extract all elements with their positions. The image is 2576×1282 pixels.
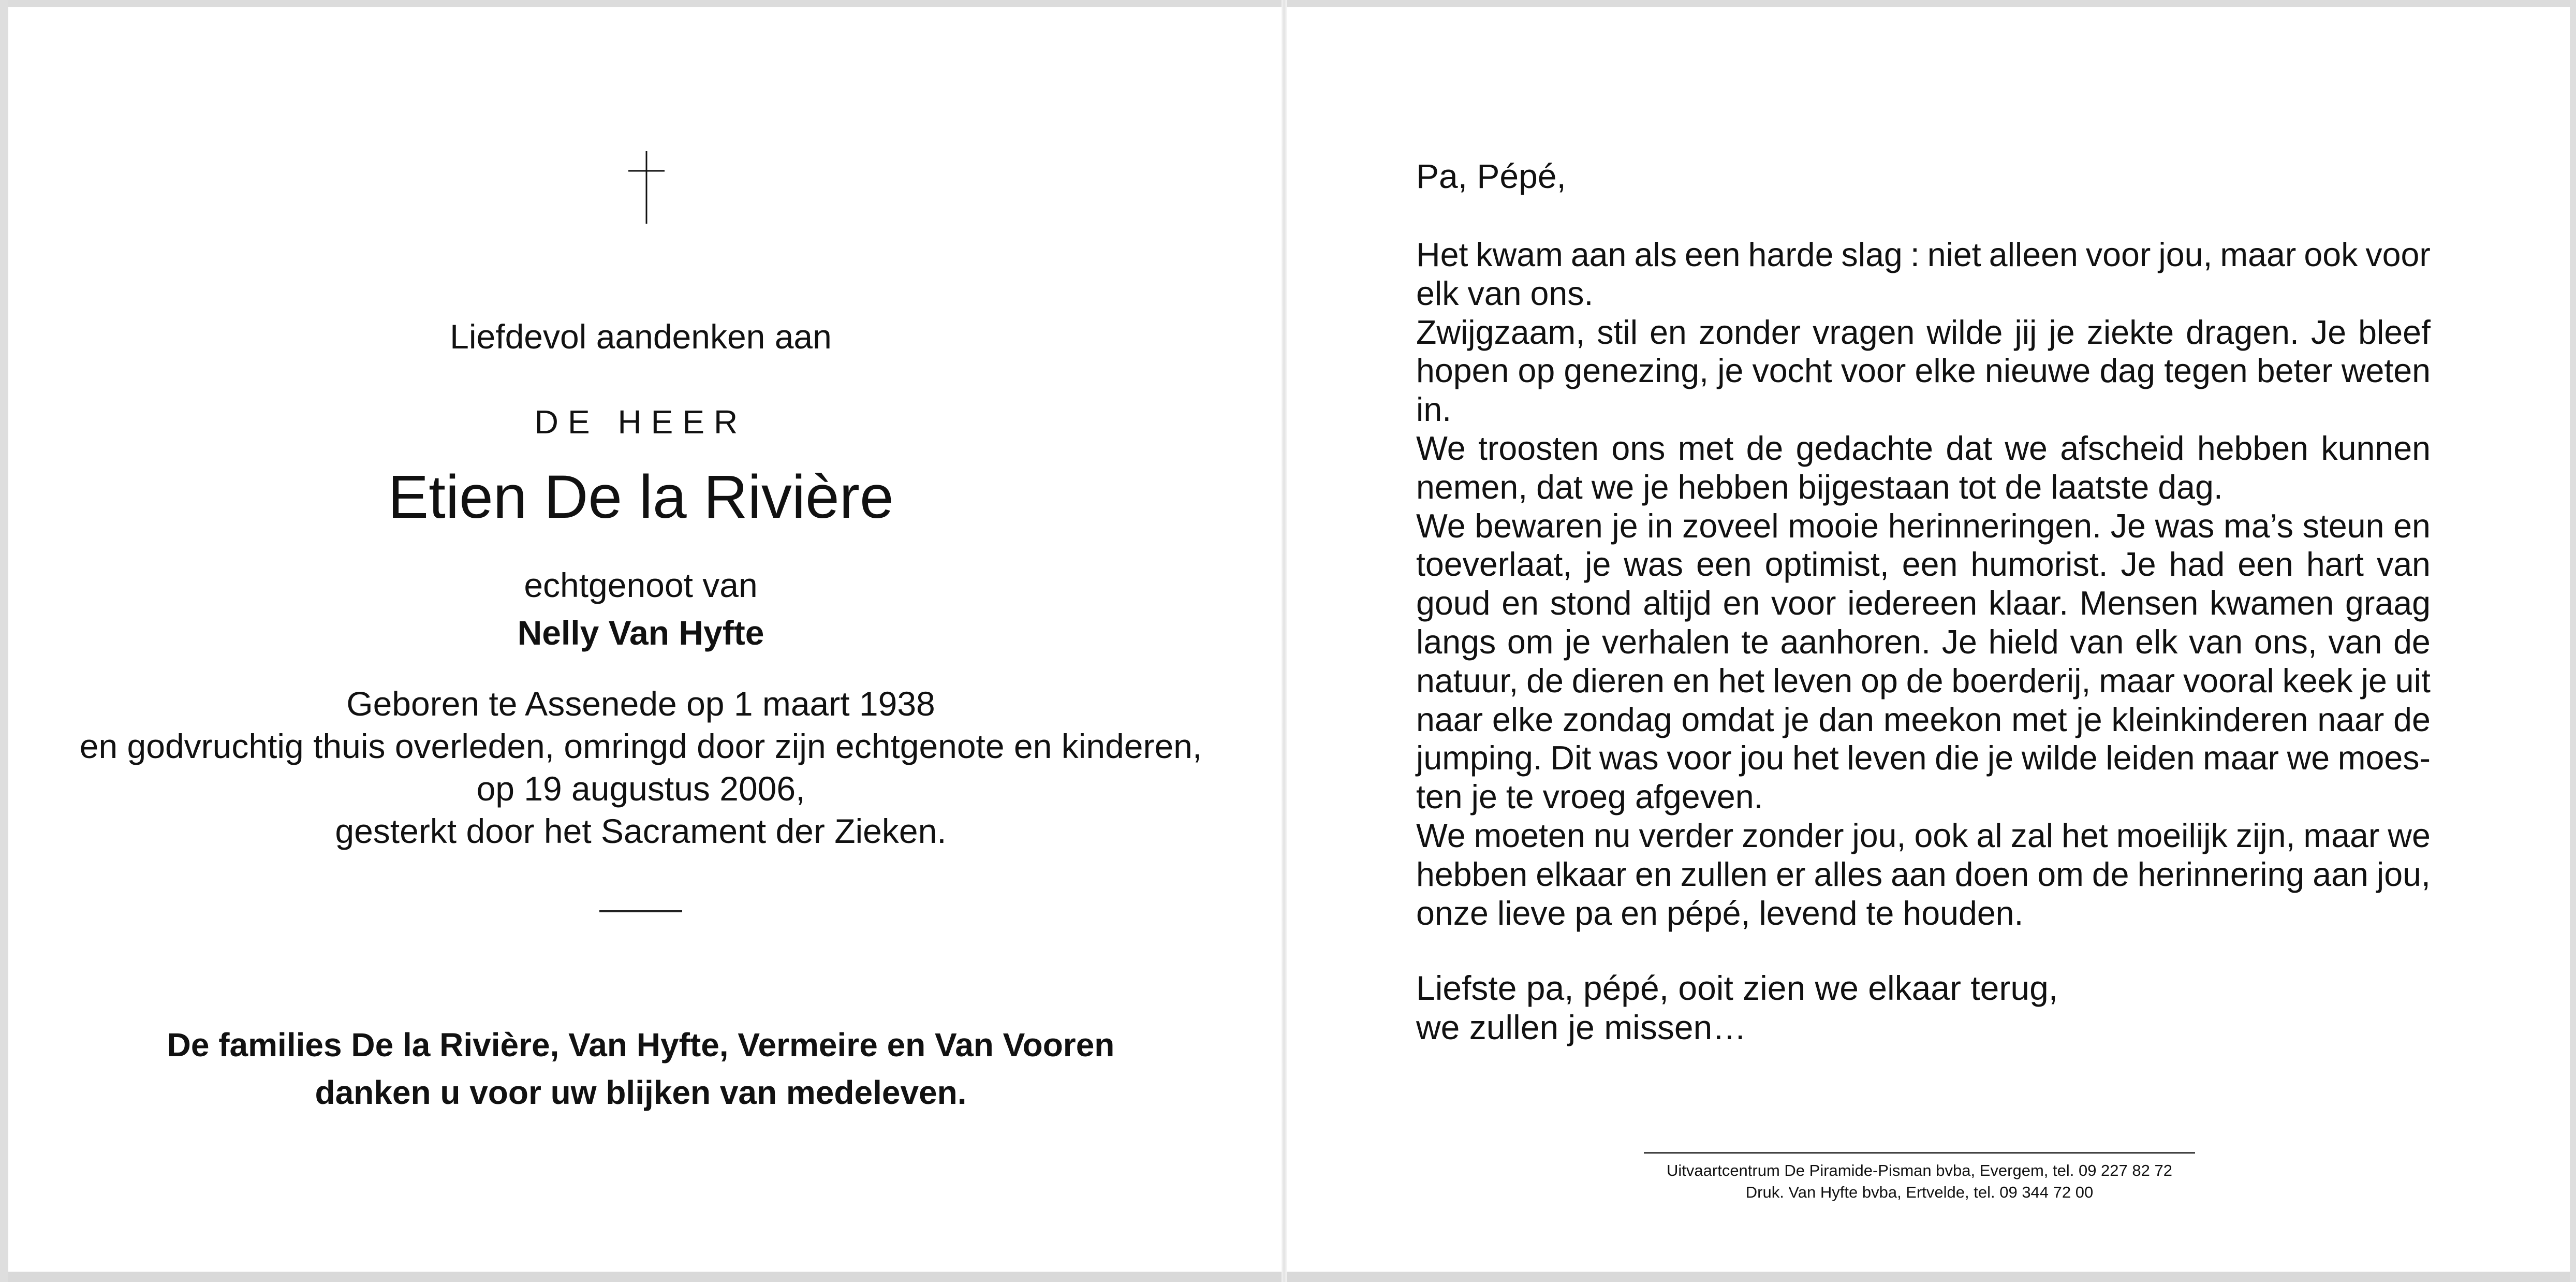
- body-word: langs: [1416, 623, 1496, 661]
- body-word: was: [1624, 546, 1684, 584]
- body-line: [1416, 623, 2431, 662]
- life-line: Geboren te Assenede op 1 maart 1938: [346, 684, 935, 723]
- body-word: met: [1677, 429, 1734, 467]
- body-word: elke: [1915, 352, 1976, 390]
- body-word: ook: [2304, 236, 2358, 273]
- life-line: op 19 augustus 2006,: [476, 769, 805, 808]
- body-word: jou,: [1852, 817, 1906, 854]
- salutation: Pa, Pépé,: [1416, 157, 1566, 195]
- body-word: de: [2393, 623, 2431, 661]
- body-word: in: [1647, 507, 1673, 545]
- body-word: elkaar: [1536, 855, 1627, 893]
- body-word: vragen: [1813, 313, 1915, 351]
- body-word: was: [1599, 739, 1659, 777]
- body-word: hart: [2306, 546, 2364, 584]
- body-word: lieve: [1497, 894, 1566, 932]
- body-word: het: [1718, 662, 1765, 700]
- closing-line: Liefste pa, pépé, ooit zien we elkaar terug,: [1416, 969, 2058, 1007]
- body-word: tegen: [2164, 352, 2248, 390]
- body-word: jumping.: [1416, 739, 1542, 777]
- body-word: zullen: [1680, 855, 1768, 893]
- spouse-label: echtgenoot van: [524, 566, 758, 604]
- body-word: pépé,: [1667, 894, 1750, 932]
- body-line: [1416, 429, 2431, 468]
- body-word: levend: [1759, 894, 1858, 932]
- body-word: je: [1471, 778, 1497, 816]
- body-word: toeverlaat,: [1416, 546, 1572, 584]
- body-word: niet: [1927, 236, 1981, 273]
- body-line: [1416, 236, 2431, 274]
- body-word: moeilijk: [2116, 817, 2228, 854]
- body-word: pa: [1574, 894, 1612, 932]
- body-word: dragen.: [2186, 313, 2299, 351]
- printer-line: Druk. Van Hyfte bvba, Ertvelde, tel. 09 344 72 00: [1745, 1183, 2094, 1201]
- body-word: alleen: [1989, 236, 2078, 273]
- body-word: moes-: [2337, 739, 2431, 777]
- body-word: kwam: [1476, 236, 1563, 273]
- body-word: nu: [1593, 817, 1631, 854]
- body-word: maar: [2220, 236, 2297, 273]
- body-word: en: [2393, 507, 2431, 545]
- body-word: houden.: [1903, 894, 2024, 932]
- thanks-line: danken u voor uw blijken van medeleven.: [315, 1074, 967, 1111]
- body-word: je: [1987, 739, 2014, 777]
- body-word: natuur,: [1416, 662, 1519, 700]
- cross-icon: [628, 151, 665, 224]
- body-word: steun: [2302, 507, 2384, 545]
- body-word: Zwijgzaam,: [1416, 313, 1585, 351]
- body-word: en: [1672, 662, 1710, 700]
- body-word: humorist.: [1970, 546, 2108, 584]
- printer-credits: [1644, 1160, 2195, 1203]
- body-word: Je: [1941, 623, 1977, 661]
- card-fold: [1282, 0, 1287, 1282]
- body-word: een: [1902, 546, 1958, 584]
- body-word: Je: [2310, 313, 2347, 351]
- body-word: hebben: [1416, 855, 1528, 893]
- body-line: [1416, 894, 2431, 933]
- body-word: keek: [2282, 662, 2353, 700]
- body-word: maar: [2099, 662, 2175, 700]
- body-word: zoveel: [1682, 507, 1779, 545]
- body-word: elk: [1416, 274, 1459, 312]
- body-word: dat: [1946, 429, 1993, 467]
- body-word: zonder: [1698, 313, 1801, 351]
- body-line: [1416, 778, 2431, 817]
- separator-line: [599, 910, 682, 912]
- body-word: op: [1861, 662, 1898, 700]
- body-word: al: [1976, 817, 2003, 854]
- body-line: [1416, 701, 2431, 739]
- body-word: meekon: [1883, 701, 2003, 738]
- body-word: om: [1507, 623, 1554, 661]
- body-word: in.: [1416, 391, 1452, 429]
- body-word: je: [1783, 701, 1809, 738]
- body-word: leven: [1773, 662, 1853, 700]
- family-thanks: [41, 1021, 1240, 1116]
- body-line: [1416, 390, 2431, 429]
- body-word: goud: [1416, 585, 1491, 622]
- body-word: met: [2011, 701, 2067, 738]
- body-word: doen: [1954, 855, 2029, 893]
- body-word: wilde: [2021, 739, 2098, 777]
- body-word: je: [1643, 468, 1669, 506]
- body-word: te: [1741, 623, 1769, 661]
- body-word: je: [1717, 352, 1744, 390]
- body-word: tot: [1959, 468, 1996, 506]
- body-word: en: [1723, 585, 1760, 622]
- body-word: moeten: [1474, 817, 1585, 854]
- body-word: ten: [1416, 778, 1463, 816]
- body-word: van: [2328, 623, 2382, 661]
- body-word: herinneringen.: [1888, 507, 2102, 545]
- body-word: de: [2092, 855, 2129, 893]
- body-word: het: [2062, 817, 2108, 854]
- body-word: dan: [1818, 701, 1875, 738]
- spouse-name: Nelly Van Hyfte: [517, 614, 764, 652]
- body-word: was: [2155, 507, 2215, 545]
- body-word: elk: [2135, 623, 2178, 661]
- body-word: we: [1591, 468, 1635, 506]
- body-word: kleinkinderen: [2111, 701, 2308, 738]
- body-line: [1416, 507, 2431, 546]
- body-word: dat: [1536, 468, 1583, 506]
- body-word: aan: [1891, 855, 1947, 893]
- body-word: je: [1585, 546, 1611, 584]
- body-line: [1416, 545, 2431, 584]
- body-word: omdat: [1681, 701, 1774, 738]
- body-word: een: [1696, 546, 1752, 584]
- body-word: je: [2049, 313, 2075, 351]
- body-word: Je: [2121, 546, 2156, 584]
- body-word: vocht: [1752, 352, 1832, 390]
- body-word: ons.: [1530, 274, 1594, 312]
- body-word: we: [2005, 429, 2048, 467]
- body-word: mooie: [1788, 507, 1879, 545]
- body-line: [1416, 855, 2431, 894]
- body-word: zondag: [1563, 701, 1672, 738]
- body-word: dag.: [2158, 468, 2223, 506]
- body-word: stond: [1550, 585, 1632, 622]
- body-word: genezing,: [1564, 352, 1709, 390]
- thanks-line: De families De la Rivière, Van Hyfte, Vermeire en Van Vooren: [167, 1026, 1115, 1064]
- body-word: jij: [2014, 313, 2037, 351]
- body-word: leven: [1847, 739, 1927, 777]
- body-word: voor: [2365, 236, 2431, 273]
- body-word: dag: [2099, 352, 2156, 390]
- body-word: zal: [2010, 817, 2054, 854]
- body-word: onze: [1416, 894, 1489, 932]
- body-word: ziekte: [2086, 313, 2174, 351]
- body-line: [1416, 313, 2431, 352]
- body-word: jou,: [2376, 855, 2431, 893]
- body-word: maar: [2203, 739, 2279, 777]
- body-line: [1416, 662, 2431, 701]
- body-word: iedereen: [1847, 585, 1978, 622]
- body-word: als: [1634, 236, 1677, 273]
- body-word: stil: [1597, 313, 1638, 351]
- body-word: herinnering: [2137, 855, 2305, 893]
- body-word: kunnen: [2321, 429, 2431, 467]
- body-word: graag: [2345, 585, 2431, 622]
- body-word: afscheid: [2060, 429, 2185, 467]
- body-word: verder: [1639, 817, 1734, 854]
- body-word: en: [1635, 855, 1672, 893]
- body-word: hield: [1988, 623, 2059, 661]
- body-word: Je: [2110, 507, 2146, 545]
- body-word: We: [1416, 507, 1466, 545]
- body-word: van: [2189, 623, 2243, 661]
- body-word: verhalen: [1601, 623, 1730, 661]
- body-line: [1416, 352, 2431, 390]
- body-word: bijgestaan: [1798, 468, 1950, 506]
- body-word: zonder: [1742, 817, 1844, 854]
- body-word: je: [1565, 623, 1591, 661]
- body-word: hebben: [2197, 429, 2309, 467]
- body-word: Mensen: [2079, 585, 2199, 622]
- body-word: bewaren: [1475, 507, 1603, 545]
- body-word: kwamen: [2210, 585, 2334, 622]
- body-word: aanhoren.: [1780, 623, 1931, 661]
- body-word: gedachte: [1795, 429, 1934, 467]
- body-word: alles: [1814, 855, 1883, 893]
- body-word: van: [2376, 546, 2431, 584]
- body-word: de: [1746, 429, 1784, 467]
- body-word: de: [2393, 701, 2431, 738]
- printer-line: Uitvaartcentrum De Piramide-Pisman bvba, Evergem, tel. 09 227 82 72: [1667, 1161, 2172, 1179]
- closing-line: we zullen je missen…: [1416, 1008, 1747, 1046]
- body-word: had: [2169, 546, 2225, 584]
- body-word: we: [2388, 817, 2431, 854]
- body-word: elke: [1492, 701, 1554, 738]
- body-word: op: [1518, 352, 1555, 390]
- body-word: voor: [1771, 585, 1836, 622]
- body-word: jou: [1740, 739, 1785, 777]
- body-word: er: [1776, 855, 1806, 893]
- body-word: We: [1416, 817, 1466, 854]
- body-word: vooral: [2183, 662, 2274, 700]
- left-panel: [0, 0, 1282, 1282]
- body-word: het: [1792, 739, 1839, 777]
- body-word: We: [1416, 429, 1466, 467]
- closing-text: [1416, 968, 2058, 1047]
- body-word: en: [1621, 894, 1658, 932]
- body-word: bleef: [2358, 313, 2431, 351]
- body-word: slag: [1841, 236, 1903, 273]
- body-word: uit: [2395, 662, 2431, 700]
- body-word: jou,: [2158, 236, 2213, 273]
- deceased-name: Etien De la Rivière: [388, 463, 894, 531]
- body-word: zijn,: [2235, 817, 2295, 854]
- body-word: altijd: [1643, 585, 1712, 622]
- body-word: die: [1935, 739, 1980, 777]
- body-word: te: [1506, 778, 1534, 816]
- life-details: [41, 682, 1240, 852]
- body-word: klaar.: [1989, 585, 2069, 622]
- body-word: de: [2005, 468, 2042, 506]
- body-line: [1416, 468, 2431, 507]
- life-line: gesterkt door het Sacrament der Zieken.: [335, 812, 947, 850]
- body-word: om: [2037, 855, 2084, 893]
- body-line: [1416, 584, 2431, 623]
- body-word: leiden: [2106, 739, 2195, 777]
- body-word: ons,: [2254, 623, 2317, 661]
- body-word: afgeven.: [1635, 778, 1763, 816]
- body-word: maar: [2303, 817, 2380, 854]
- body-line: [1416, 817, 2431, 855]
- body-word: voor: [1841, 352, 1906, 390]
- body-word: beter: [2256, 352, 2333, 390]
- life-line: en godvruchtig thuis overleden, omringd door zijn echtgenote en kinderen,: [79, 727, 1202, 765]
- body-word: we: [2287, 739, 2330, 777]
- body-line: [1416, 739, 2431, 778]
- body-word: van: [2070, 623, 2124, 661]
- body-word: voor: [1667, 739, 1732, 777]
- body-word: nieuwe: [1984, 352, 2091, 390]
- body-word: en: [1650, 313, 1687, 351]
- body-word: de: [1906, 662, 1944, 700]
- body-word: aan: [2313, 855, 2368, 893]
- body-word: voor: [2085, 236, 2151, 273]
- body-word: Het: [1416, 236, 1468, 273]
- body-word: van: [1467, 274, 1522, 312]
- body-word: naar: [1416, 701, 1483, 738]
- body-word: harde: [1748, 236, 1834, 273]
- farewell-text: [1416, 236, 2431, 933]
- body-word: de: [1526, 662, 1564, 700]
- printer-rule: [1644, 1152, 2195, 1154]
- body-word: vroeg: [1542, 778, 1627, 816]
- body-word: nemen,: [1416, 468, 1528, 506]
- body-word: :: [1910, 236, 1920, 273]
- body-word: boerderij,: [1951, 662, 2091, 700]
- body-word: hebben: [1677, 468, 1789, 506]
- intro-text: Liefdevol aandenken aan: [450, 317, 832, 356]
- body-line: [1416, 274, 2431, 313]
- body-word: ons: [1611, 429, 1666, 467]
- body-word: aan: [1570, 236, 1627, 273]
- body-word: dieren: [1571, 662, 1665, 700]
- body-word: ma’s: [2223, 507, 2293, 545]
- body-word: weten: [2341, 352, 2431, 390]
- body-word: hopen: [1416, 352, 1509, 390]
- body-word: een: [1684, 236, 1741, 273]
- body-word: troosten: [1478, 429, 1599, 467]
- body-word: te: [1866, 894, 1894, 932]
- body-word: wilde: [1926, 313, 2003, 351]
- honorific-title: DE HEER: [534, 403, 747, 441]
- body-word: je: [1612, 507, 1638, 545]
- body-word: naar: [2317, 701, 2384, 738]
- body-word: optimist,: [1764, 546, 1889, 584]
- body-word: ook: [1914, 817, 1968, 854]
- right-panel: [1287, 0, 2576, 1282]
- body-word: laatste: [2051, 468, 2150, 506]
- body-word: en: [1502, 585, 1539, 622]
- body-word: je: [2076, 701, 2102, 738]
- body-word: een: [2238, 546, 2293, 584]
- body-word: je: [2361, 662, 2387, 700]
- body-word: Dit: [1550, 739, 1592, 777]
